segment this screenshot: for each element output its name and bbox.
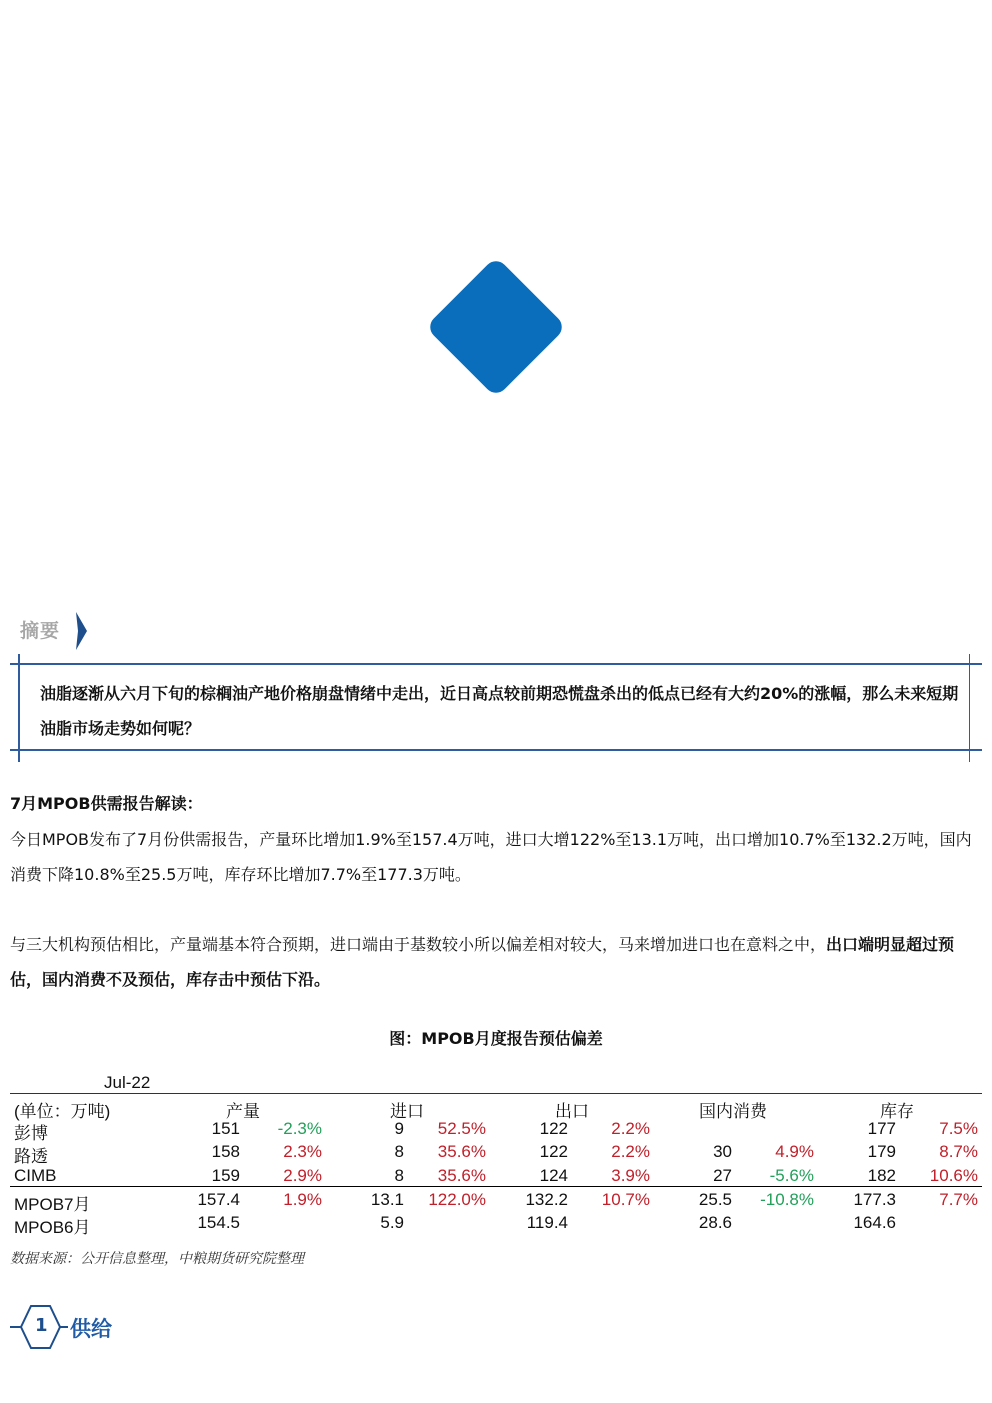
table-date: Jul-22 (104, 1073, 151, 1092)
summary-label: 摘要 (20, 620, 61, 642)
table-cell-change: 2.9% (283, 1166, 322, 1185)
table-cell-change: 4.9% (775, 1142, 814, 1161)
section-1-heading (10, 1303, 210, 1353)
chevron-right-icon (74, 612, 88, 650)
table-cell-value: 9 (394, 1119, 404, 1138)
table-cell-value: 25.5 (698, 1190, 732, 1209)
table-cell-change: -2.3% (277, 1119, 322, 1138)
table-cell-change: 7.7% (939, 1190, 978, 1209)
paragraph-2-bold: 出口端明显超过预估，国内消费不及预估，库存击中预估下沿。 (10, 935, 955, 989)
table-cell-change: -5.6% (769, 1166, 814, 1185)
table-cell-change: 2.2% (611, 1142, 650, 1161)
header-production: 产量 (226, 1102, 260, 1121)
table-cell-change: 2.3% (283, 1142, 322, 1161)
table-cell-value: 177.3 (853, 1190, 896, 1209)
section-number: 1 (35, 1315, 48, 1336)
table-cell-change: -10.8% (760, 1190, 814, 1209)
table-cell-value: 132.2 (525, 1190, 568, 1209)
table-cell-value: 119.4 (526, 1213, 568, 1232)
header-consumption: 国内消费 (699, 1102, 767, 1121)
row-label: MPOB7月 (14, 1195, 91, 1214)
table-cell-value: 154.5 (197, 1213, 240, 1232)
table-cell-value: 164.6 (853, 1213, 896, 1232)
header-export: 出口 (555, 1102, 589, 1121)
table-cell-value: 28.6 (698, 1213, 732, 1232)
table-cell-value: 157.4 (197, 1190, 240, 1209)
table-cell-value: 5.9 (380, 1213, 404, 1232)
table-cell-change: 7.5% (939, 1119, 978, 1138)
table-cell-value: 179 (867, 1142, 896, 1161)
table-cell-value: 27 (713, 1166, 732, 1185)
table-cell-value: 8 (394, 1166, 404, 1185)
table-cell-value: 159 (211, 1166, 240, 1185)
table-cell-value: 30 (713, 1142, 732, 1161)
row-label: 路透 (14, 1147, 48, 1166)
paragraph-2-text: 与三大机构预估相比，产量端基本符合预期，进口端由于基数较小所以偏差相对较大，马来增加进口也在意料之中， (10, 935, 827, 954)
header-stock: 库存 (880, 1102, 914, 1121)
table-cell-change: 1.9% (283, 1190, 322, 1209)
table-cell-value: 158 (211, 1142, 240, 1161)
section-title: 供给 (70, 1317, 112, 1341)
table-cell-change: 3.9% (611, 1166, 650, 1185)
table-unit: (单位：万吨) (14, 1102, 111, 1121)
figure-title: 图：MPOB月度报告预估偏差 (389, 1029, 603, 1048)
row-label: MPOB6月 (14, 1218, 91, 1237)
table-cell-value: 177 (867, 1119, 896, 1138)
paragraph-1: 今日MPOB发布了7月份供需报告，产量环比增加1.9%至157.4万吨，进口大增122%至13.1万吨，出口增加10.7%至132.2万吨，国内消费下降10.8%至25.5万吨，库存环比增加7.7%至177.3万吨。 (10, 830, 972, 884)
table-cell-value: 13.1 (370, 1190, 404, 1209)
blue-diamond-logo (425, 256, 567, 398)
table-cell-value: 151 (211, 1119, 240, 1138)
table-cell-change: 8.7% (939, 1142, 978, 1161)
table-cell-change: 35.6% (437, 1142, 486, 1161)
table-cell-value: 182 (867, 1166, 896, 1185)
table-cell-value: 8 (394, 1142, 404, 1161)
estimate-table (10, 1070, 982, 1240)
row-label: CIMB (14, 1166, 57, 1185)
table-cell-change: 35.6% (437, 1166, 486, 1185)
paragraph-2 (10, 927, 985, 997)
summary-text: 油脂逐渐从六月下旬的棕榈油产地价格崩盘情绪中走出，近日高点较前期恐慌盘杀出的低点已经有大约20%的涨幅，那么未来短期油脂市场走势如何呢？ (40, 684, 959, 738)
table-cell-value: 122 (539, 1142, 568, 1161)
row-label: 彭博 (14, 1124, 48, 1143)
table-cell-change: 10.6% (929, 1166, 978, 1185)
section-heading: 7月MPOB供需报告解读： (10, 794, 203, 813)
data-source: 数据来源：公开信息整理，中粮期货研究院整理 (10, 1251, 304, 1267)
table-cell-change: 52.5% (437, 1119, 486, 1138)
table-cell-change: 10.7% (601, 1190, 650, 1209)
table-cell-value: 124 (539, 1166, 568, 1185)
header-import: 进口 (390, 1102, 424, 1121)
table-cell-change: 2.2% (611, 1119, 650, 1138)
table-cell-value: 122 (539, 1119, 568, 1138)
table-cell-change: 122.0% (428, 1190, 486, 1209)
